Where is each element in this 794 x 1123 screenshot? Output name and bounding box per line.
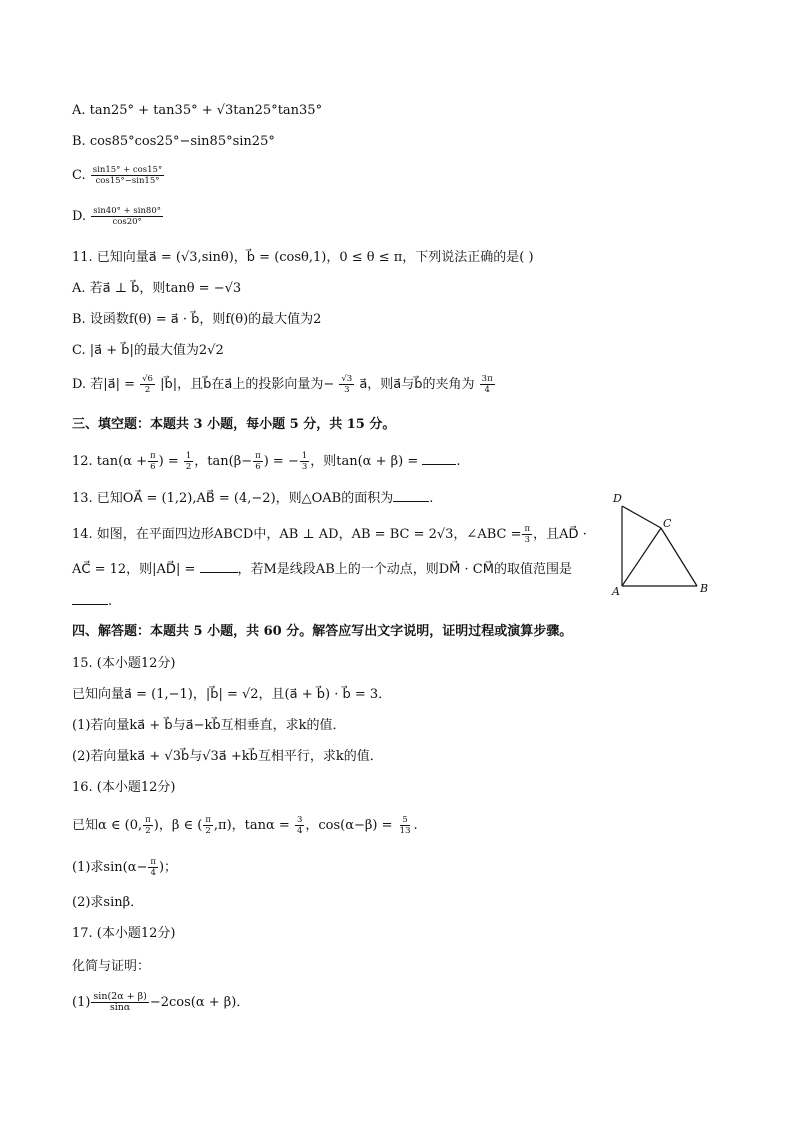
q14-line-1 (72, 524, 587, 545)
q16-stem (72, 815, 418, 836)
q11-option-a: A. 若a⃗ ⊥ b⃗，则tanθ = −√3 (72, 281, 242, 296)
q12-part-4: ) = − (263, 454, 299, 469)
q12-part-1: 12. tan(α + (72, 454, 148, 469)
q14-part-2: ，且AD⃗ · (533, 527, 587, 542)
fraction-numerator: 5 (402, 815, 408, 825)
q15-part-1: (1)若向量ka⃗ + b⃗与a⃗−kb⃗互相垂直，求k的值． (72, 718, 346, 733)
q12-answer-blank[interactable] (422, 452, 456, 465)
edge-dc (622, 506, 661, 528)
q17-part-1-pre: (1) (72, 995, 91, 1010)
fraction-denominator: 2 (185, 462, 192, 472)
q10-option-d-denominator: cos20° (112, 217, 142, 227)
q11-option-d-mid2: a⃗，则a⃗与b⃗的夹角为 (359, 377, 475, 392)
fraction-denominator: 3 (524, 535, 530, 545)
q12-part-2: ) = (158, 454, 179, 469)
fraction-denominator: 3 (301, 462, 308, 472)
q12 (72, 451, 461, 472)
q16-part-1-pre: (1)求sin(α− (72, 860, 148, 875)
q10-option-a: A. tan25° + tan35° + √3tan25°tan35° (72, 103, 323, 118)
q16-stem-part-1: 已知α ∈ (0, (72, 818, 143, 833)
fraction-numerator: 1 (301, 451, 308, 461)
fraction-numerator: √3 (341, 374, 353, 384)
q14-line-2-mid: ，若M是线段AB上的一个动点，则DM⃗ · CM⃗的取值范围是 (237, 562, 572, 577)
q17-stem: 化简与证明： (72, 959, 151, 974)
q11-option-d-pre: D. 若|a⃗| = (72, 377, 135, 392)
q12-fraction-2 (184, 451, 193, 472)
fraction-numerator: √6 (142, 374, 153, 384)
fraction-denominator: 4 (296, 826, 303, 836)
fraction-numerator: sin(2α + β) (93, 991, 147, 1002)
q14-line-2 (72, 560, 572, 579)
edge-cb (661, 528, 697, 586)
q10-option-b: B. cos85°cos25°−sin85°sin25° (72, 134, 275, 149)
q15-stem: 已知向量a⃗ = (1,−1)，|b⃗| = √2，且(a⃗ + b⃗) · b⃗ = 3． (72, 687, 392, 702)
fraction-denominator: 4 (150, 868, 156, 878)
q14-answer-blank-1[interactable] (200, 560, 238, 573)
q15-part-2: (2)若向量ka⃗ + √3b⃗与√3a⃗ +kb⃗互相平行，求k的值． (72, 749, 383, 764)
q11-option-d-fraction-1 (140, 374, 155, 395)
q16-heading: 16. (本小题12分) (72, 780, 176, 795)
q10-option-d-numerator: sin40° + sin80° (93, 206, 162, 216)
fraction-numerator: π (205, 815, 211, 825)
q11-option-d-fraction-2 (339, 374, 354, 395)
fraction-denominator: 2 (144, 385, 151, 395)
q12-part-3: ，tan(β− (194, 454, 253, 469)
label-d: D (613, 492, 622, 505)
q11-option-d-fraction-3 (480, 374, 495, 395)
fraction-denominator: 6 (150, 462, 156, 472)
q14-part-1: 14. 如图，在平面四边形ABCD中，AB ⊥ AD，AB = BC = 2√3，∠ABC = (72, 527, 522, 542)
q13-text: 13. 已知OA⃗ = (1,2),AB⃗ = (4,−2)，则△OAB的面积为 (72, 491, 394, 506)
q12-end: . (456, 454, 461, 469)
q16-stem-part-5: . (413, 818, 418, 833)
q17-part-1-fraction (91, 992, 148, 1013)
fraction-numerator: π (145, 815, 151, 825)
q10-option-d (72, 206, 164, 227)
q10-option-c-label: C. (72, 168, 86, 183)
q14-line-3 (72, 592, 112, 611)
q17-part-1-post: −2cos(α + β)． (149, 995, 250, 1010)
q14-answer-blank-2[interactable] (72, 592, 108, 605)
q12-fraction-4 (300, 451, 309, 472)
fraction-denominator: 6 (255, 462, 261, 472)
fraction-denominator: 3 (344, 385, 350, 395)
q16-stem-part-4: ，cos(α−β) = (305, 818, 393, 833)
q14-line-3-end: . (108, 594, 113, 609)
q16-fraction-3 (295, 815, 304, 836)
label-b: B (700, 582, 709, 595)
q16-part-1 (72, 857, 177, 878)
q11-option-c: C. |a⃗ + b⃗|的最大值为2√2 (72, 343, 224, 358)
q10-option-c-denominator: cos15°−sin15° (95, 176, 160, 186)
q12-fraction-1 (148, 451, 158, 472)
q16-fraction-1 (143, 815, 153, 836)
q11-stem: 11. 已知向量a⃗ = (√3,sinθ)，b⃗ = (cosθ,1)，0 ≤ θ ≤ π，下列说法正确的是( ) (72, 250, 534, 265)
q13-answer-blank[interactable] (393, 489, 429, 502)
fraction-denominator: 13 (399, 826, 411, 836)
fraction-numerator: π (150, 857, 156, 867)
fraction-denominator: 2 (205, 826, 211, 836)
q17-heading: 17. (本小题12分) (72, 926, 176, 941)
q13 (72, 489, 433, 508)
section-3-heading: 三、填空题：本题共 3 小题，每小题 5 分，共 15 分。 (72, 417, 396, 432)
q16-stem-part-2: )，β ∈ ( (153, 818, 203, 833)
q16-part-1-post: )； (158, 860, 178, 875)
fraction-denominator: 2 (145, 826, 151, 836)
q11-option-b: B. 设函数f(θ) = a⃗ · b⃗，则f(θ)的最大值为2 (72, 312, 322, 327)
quadrilateral-figure (605, 488, 725, 598)
q12-fraction-3 (253, 451, 263, 472)
figure-edges (622, 506, 697, 586)
q12-part-5: ，则tan(α + β) = (310, 454, 419, 469)
q10-option-c (72, 165, 165, 186)
q11-option-d-mid: |b⃗|，且b⃗在a⃗上的投影向量为− (160, 377, 335, 392)
fraction-numerator: π (255, 451, 261, 461)
q17-part-1 (72, 992, 249, 1013)
fraction-denominator: sinα (109, 1002, 131, 1013)
q16-stem-part-3: ,π)，tanα = (213, 818, 290, 833)
fraction-denominator: 4 (484, 385, 490, 395)
fraction-numerator: π (524, 524, 531, 534)
q10-option-d-label: D. (72, 209, 87, 224)
fraction-numerator: 3π (481, 374, 493, 384)
fraction-numerator: 3 (296, 815, 303, 825)
q11-option-d (72, 374, 496, 395)
q14-fraction (522, 524, 532, 545)
q15-heading: 15. (本小题12分) (72, 656, 176, 671)
q16-fraction-2 (203, 815, 213, 836)
label-a: A (612, 585, 620, 598)
q16-part-1-fraction (148, 857, 158, 878)
section-4-heading: 四、解答题：本题共 5 小题，共 60 分。解答应写出文字说明，证明过程或演算步骤。 (72, 624, 573, 639)
label-c: C (663, 517, 672, 530)
fraction-numerator: 1 (185, 451, 192, 461)
fraction-numerator: π (150, 451, 156, 461)
q14-line-2-pre: AC⃗ = 12，则|AD⃗| = (72, 562, 196, 577)
q10-option-c-numerator: sin15° + cos15° (92, 165, 163, 175)
q16-part-2: (2)求sinβ． (72, 895, 144, 910)
q16-fraction-4 (398, 815, 413, 836)
q10-option-c-fraction (91, 165, 164, 186)
q10-option-d-fraction (91, 206, 163, 227)
edge-ac (622, 528, 661, 586)
q13-end: . (429, 491, 434, 506)
